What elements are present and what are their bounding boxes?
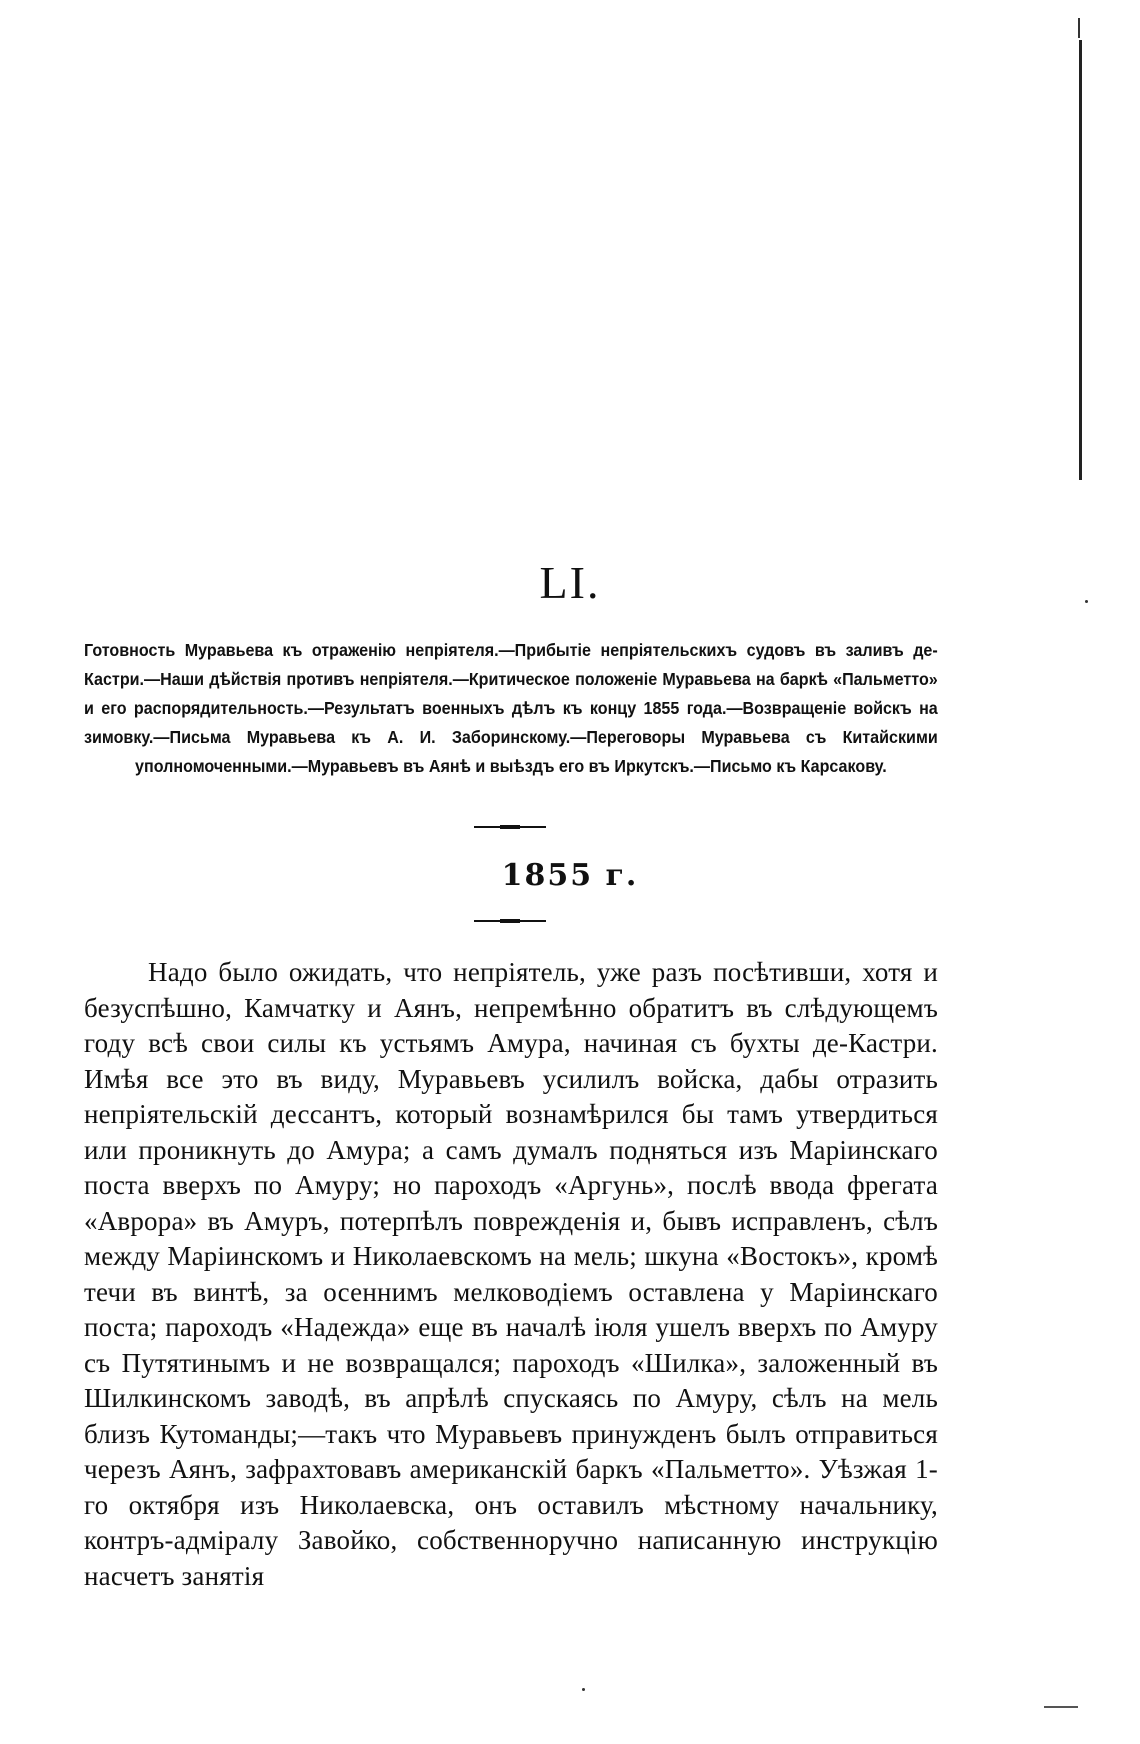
chapter-summary: Готовность Муравьева къ отраженію непріятеля.—Прибытіе непріятельскихъ судовъ въ заливъ де-Кастри.—Наши дѣйствія противъ непріятеля.—Критическое положеніе Муравьева на баркѣ «Пальметто» и его распорядительность.—Результатъ военныхъ дѣлъ къ концу 1855 года.—Возвращеніе войскъ на зимовку.—Письма Муравьева къ А. И. Заборинскому.—Переговоры Муравьева съ Китайскими уполномоченными.—Муравьевъ въ Аянѣ и выѣздъ его въ Иркутскъ.—Письмо къ Карсакову. (84, 640, 938, 776)
separator-bottom (474, 920, 546, 922)
page-edge-line (1079, 40, 1082, 480)
page-edge-tick (1078, 18, 1080, 38)
page-corner-mark (1044, 1706, 1078, 1708)
chapter-number: LI. (539, 557, 601, 608)
print-speck (582, 1688, 585, 1691)
print-speck (1085, 600, 1088, 603)
year-heading: 1855 г. (501, 858, 639, 893)
body-paragraph: Надо было ожидать, что непріятель, уже разъ посѣтивши, хотя и безуспѣшно, Камчатку и Аянъ, непремѣнно обратитъ въ слѣдующемъ году всѣ свои силы къ устьямъ Амура, начиная съ бухты де-Кастри. Имѣя все это въ виду, Муравьевъ усилилъ войска, дабы отразить непріятельскій дессантъ, который вознамѣрился бы тамъ утвердиться или проникнуть до Амура; а самъ думалъ подняться изъ Маріинскаго поста вверхъ по Амуру; но пароходъ «Аргунь», послѣ ввода фрегата «Аврора» въ Амуръ, потерпѣлъ поврежденія и, бывъ исправленъ, сѣлъ между Маріинскомъ и Николаевскомъ на мель; шкуна «Востокъ», кромѣ течи въ винтѣ, за осеннимъ мелководіемъ оставлена у Маріинскаго поста; пароходъ «Надежда» еще въ началѣ іюля ушелъ вверхъ по Амуру съ Путятинымъ и не возвращался; пароходъ «Шилка», заложенный въ Шилкинскомъ заводѣ, въ апрѣлѣ спускаясь по Амуру, сѣлъ на мель близъ Кутоманды;—такъ что Муравьевъ принужденъ былъ отправиться черезъ Аянъ, зафрахтовавъ американскій баркъ «Пальметто». Уѣзжая 1-го октября изъ Николаевска, онъ оставилъ мѣстному начальнику, контръ-адміралу Завойко, собственноручно написанную инструкцію насчетъ занятія (84, 957, 938, 1591)
separator-top (474, 826, 546, 828)
